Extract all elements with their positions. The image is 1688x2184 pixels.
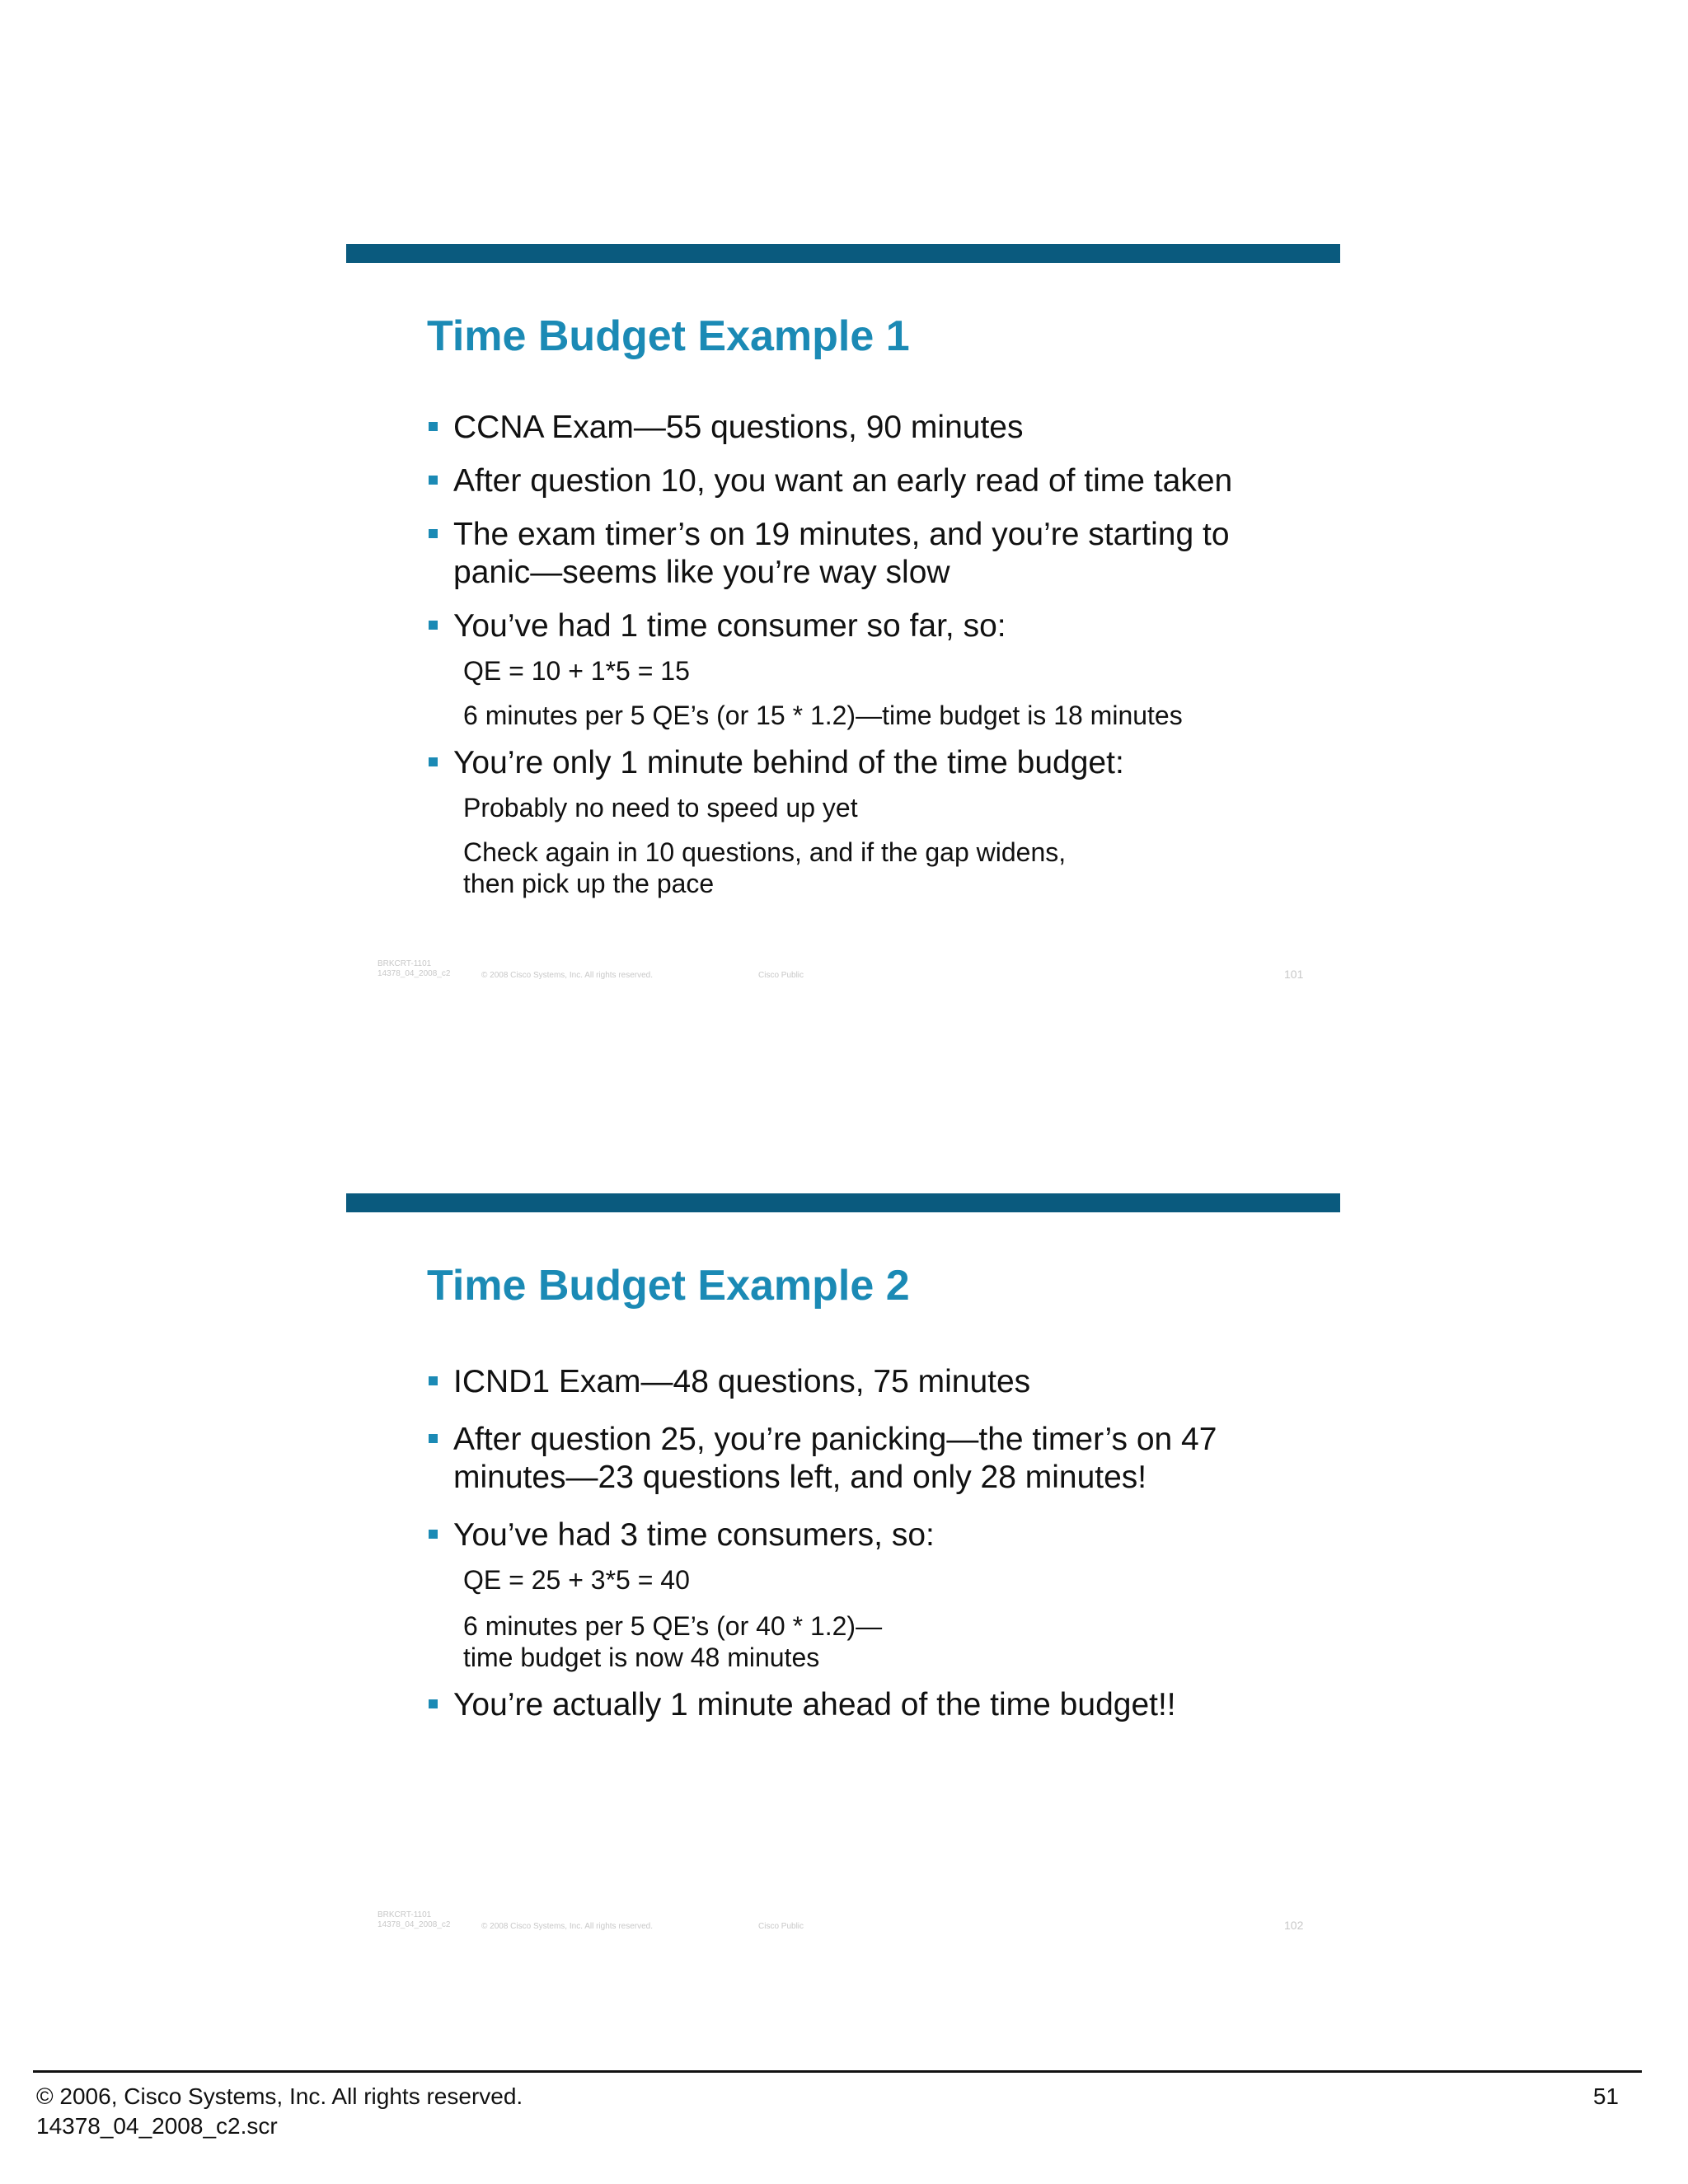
slide-top-bar [346,1193,1340,1212]
sub-item: QE = 25 + 3*5 = 40 [463,1565,690,1595]
page-footer [36,2082,523,2141]
page-footer-rule [33,2070,1642,2073]
slide-title: Time Budget Example 2 [427,1262,910,1310]
bullet-square-icon [429,757,438,766]
bullet-list [427,1363,1291,1724]
slide-title: Time Budget Example 1 [427,312,910,360]
sub-list [427,1564,1291,1673]
slide-1 [346,244,1340,1027]
slide-number: 102 [1284,1919,1304,1932]
slide-classification: Cisco Public [758,1922,804,1931]
bullet-item [427,1516,1291,1554]
bullet-list [427,409,1291,899]
bullet-item [427,744,1291,782]
sub-item: 6 minutes per 5 QE’s (or 40 * 1.2)— time budget is now 48 minutes [463,1611,883,1672]
bullet-item [427,1421,1291,1497]
slide-top-bar [346,244,1340,263]
slide-number: 101 [1284,968,1304,981]
bullet-square-icon [429,1376,438,1385]
bullet-square-icon [429,1699,438,1708]
bullet-text: You’re actually 1 minute ahead of the time budget!! [453,1687,1176,1722]
bullet-text: After question 10, you want an early read of time taken [453,463,1233,499]
page-copyright: © 2006, Cisco Systems, Inc. All rights reserved. [36,2083,523,2109]
bullet-square-icon [429,422,438,431]
sub-list [427,792,1291,899]
bullet-item [427,462,1291,500]
bullet-item [427,516,1291,592]
slide-code: BRKCRT-1101 14378_04_2008_c2 [377,959,451,978]
bullet-square-icon [429,476,438,485]
slide-classification: Cisco Public [758,971,804,980]
bullet-text: After question 25, you’re panicking—the timer’s on 47 minutes—23 questions left, and only 28 minutes! [453,1422,1217,1495]
slide-copyright: © 2008 Cisco Systems, Inc. All rights reserved. [481,971,654,980]
bullet-text: The exam timer’s on 19 minutes, and you’re starting to panic—seems like you’re way slow [453,517,1230,590]
bullet-square-icon [429,529,438,538]
slide-code: BRKCRT-1101 14378_04_2008_c2 [377,1910,451,1929]
page-number: 51 [1592,2083,1619,2109]
sub-item: Probably no need to speed up yet [463,793,858,823]
sub-list [427,655,1291,731]
bullet-square-icon [429,1530,438,1539]
bullet-item [427,607,1291,645]
sub-item: QE = 10 + 1*5 = 15 [463,656,690,686]
bullet-text: CCNA Exam—55 questions, 90 minutes [453,410,1024,445]
sub-item: 6 minutes per 5 QE’s (or 15 * 1.2)—time budget is 18 minutes [463,701,1183,730]
slide-2 [346,1193,1340,1976]
bullet-square-icon [429,621,438,630]
sub-item: Check again in 10 questions, and if the gap widens, then pick up the pace [463,837,1067,898]
page-filename: 14378_04_2008_c2.scr [36,2113,278,2139]
bullet-text: You’ve had 1 time consumer so far, so: [453,608,1006,644]
bullet-item [427,1363,1291,1401]
bullet-item [427,1686,1291,1724]
bullet-text: You’ve had 3 time consumers, so: [453,1517,935,1553]
bullet-square-icon [429,1434,438,1443]
bullet-item [427,409,1291,447]
bullet-text: ICND1 Exam—48 questions, 75 minutes [453,1364,1031,1399]
bullet-text: You’re only 1 minute behind of the time budget: [453,745,1124,780]
slide-copyright: © 2008 Cisco Systems, Inc. All rights reserved. [481,1922,654,1931]
